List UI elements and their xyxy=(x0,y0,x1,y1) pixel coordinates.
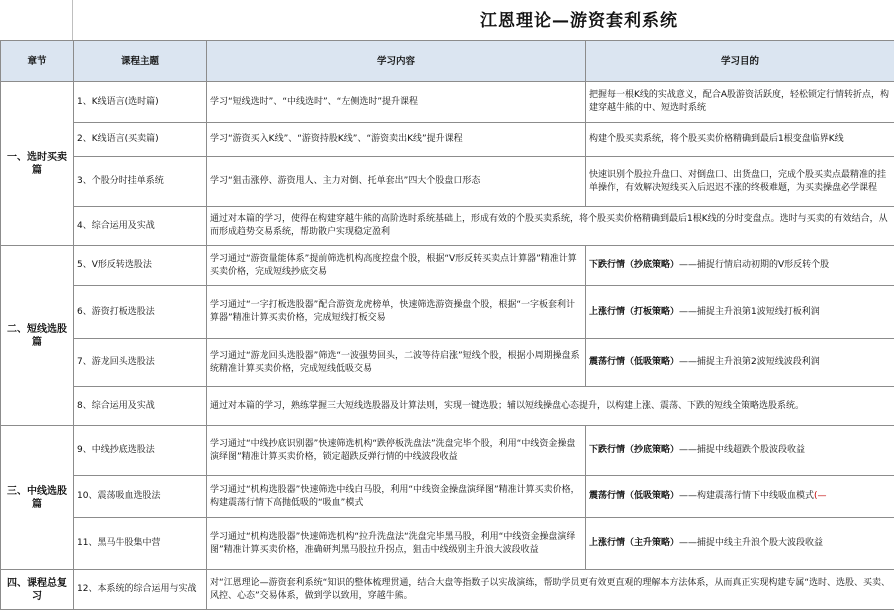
title-left-cell xyxy=(0,0,73,40)
chapter-cell: 三、中线选股篇 xyxy=(1,426,74,570)
goal-cell: 把握每一根K线的实战意义，配合A股游资活跃度，轻松锁定行情转折点，构建穿越牛熊的中、短选时系统 xyxy=(586,82,894,123)
table-row xyxy=(1,286,894,339)
header-chapter: 章节 xyxy=(1,41,74,82)
topic-cell: 8、综合运用及实战 xyxy=(74,387,207,426)
header-content: 学习内容 xyxy=(207,41,586,82)
topic-cell: 10、震荡吸血选股法 xyxy=(74,476,207,518)
goal-strategy: 上涨行情（主升策略） xyxy=(589,538,680,548)
goal-text: ——捕捉中线主升浪个股大波段收益 xyxy=(679,538,824,548)
header-row xyxy=(1,41,894,82)
topic-cell: 9、中线抄底选股法 xyxy=(74,426,207,476)
content-cell: 学习通过“游龙回头选股器”筛选“一波强势回头，二波等待启涨”短线个股，根据小周期操盘系统精准计算买卖价格，完成短线低吸交易 xyxy=(207,339,586,387)
goal-text: ——捕捉主升浪第2波短线波段利润 xyxy=(679,357,820,367)
topic-cell: 1、K线语言(选时篇) xyxy=(74,82,207,123)
goal-strategy: 上涨行情（打板策略） xyxy=(589,306,680,317)
goal-cell: 构建个股买卖系统，将个股买卖价格精确到最后1根变盘临界K线 xyxy=(586,123,894,157)
chapter-cell: 四、课程总复习 xyxy=(1,570,74,610)
table-row xyxy=(1,476,894,518)
goal-strategy: 下跌行情（抄底策略） xyxy=(589,445,680,455)
summary-cell: 通过对本篇的学习，使得在构建穿越牛熊的高阶选时系统基础上，形成有效的个股买卖系统，将个股买卖价格精确到最后1根K线的分时变盘点。选时与买卖的有效结合，从而形成趋势交易系统，帮助散户实现稳定盈利 xyxy=(207,207,894,246)
goal-cell xyxy=(586,339,894,387)
table-row xyxy=(1,123,894,157)
topic-cell: 6、游资打板选股法 xyxy=(74,286,207,339)
header-goal: 学习目的 xyxy=(586,41,894,82)
table-row xyxy=(1,246,894,286)
course-table xyxy=(0,40,894,610)
chapter-cell: 一、选时买卖篇 xyxy=(1,82,74,246)
topic-cell: 3、个股分时挂单系统 xyxy=(74,157,207,207)
table-row xyxy=(1,518,894,570)
summary-cell: 对“江恩理论—游资套利系统“知识的整体梳理贯通，结合大盘等指数子以实战演练，帮助学员更有效更直观的理解本方法体系，从而真正实现构建专属“选时、选股、买卖、风控、心态”交易体系，做到学以致用，穿越牛熊。 xyxy=(207,570,894,610)
topic-cell: 12、本系统的综合运用与实战 xyxy=(74,570,207,610)
topic-cell: 7、游龙回头选股法 xyxy=(74,339,207,387)
topic-cell: 5、V形反转选股法 xyxy=(74,246,207,286)
goal-text: ——捕捉中线超跌个股波段收益 xyxy=(679,445,806,455)
goal-text: ——构建震荡行情下中线吸血模式 xyxy=(679,491,815,501)
content-cell: 学习“狙击涨停、游资甩人、主力对倒、托单套出”四大个股盘口形态 xyxy=(207,157,586,207)
goal-cell: 快速识别个股拉升盘口、对倒盘口、出货盘口，完成个股买卖点最精准的挂单操作，有效解决短线买入后迟迟不涨的终极难题，为买卖操盘必学课程 xyxy=(586,157,894,207)
table-row xyxy=(1,387,894,426)
content-cell: 学习通过“中线抄底识别器”快速筛选机构“跌停板洗盘法”洗盘完毕个股，利用“中线资金操盘演绎图”精准计算买卖价格，锁定超跌反弹行情的中线波段收益 xyxy=(207,426,586,476)
content-cell: 学习“短线选时”、“中线选时”、“左侧选时”提升课程 xyxy=(207,82,586,123)
goal-text: ——捕捉主升浪第1波短线打板利润 xyxy=(679,306,820,317)
goal-cell xyxy=(586,476,894,518)
content-cell: 学习通过“一字打板选股器”配合游资龙虎榜单，快速筛选游资操盘个股，根据“一字板套利计算器”精准计算买卖价格，完成短线打板交易 xyxy=(207,286,586,339)
topic-cell: 4、综合运用及实战 xyxy=(74,207,207,246)
goal-text: ——捕捉行情启动初期的V形反转个股 xyxy=(679,260,830,270)
title-row xyxy=(0,0,894,40)
table-row xyxy=(1,207,894,246)
goal-cell xyxy=(586,518,894,570)
goal-cell xyxy=(586,286,894,339)
goal-strategy: 震荡行情（低吸策略） xyxy=(589,357,680,367)
topic-cell: 11、黑马牛股集中营 xyxy=(74,518,207,570)
table-row xyxy=(1,339,894,387)
header-topic: 课程主题 xyxy=(74,41,207,82)
content-cell: 学习通过“机构选股器”快速筛选机构“拉升洗盘法“洗盘完毕黑马股，利用“中线资金操盘演绎图”精准计算买卖价格，准确研判黑马股拉升拐点，狙击中线级别主升浪大波段收益 xyxy=(207,518,586,570)
content-cell: 学习“游资买入K线”、“游资持股K线”、“游资卖出K线”提升课程 xyxy=(207,123,586,157)
goal-mark: (— xyxy=(814,491,827,501)
goal-strategy: 震荡行情（低吸策略） xyxy=(589,491,680,501)
goal-strategy: 下跌行情（抄底策略） xyxy=(589,260,680,270)
table-row xyxy=(1,570,894,610)
table-row xyxy=(1,82,894,123)
topic-cell: 2、K线语言(买卖篇) xyxy=(74,123,207,157)
table-row xyxy=(1,426,894,476)
content-cell: 学习通过“游资量能体系”提前筛选机构高度控盘个股，根据“V形反转买卖点计算器”精准计算买卖价格，完成短线抄底交易 xyxy=(207,246,586,286)
summary-cell: 通过对本篇的学习，熟练掌握三大短线选股器及计算法则，实现一键选股；辅以短线操盘心态提升，以构建上涨、震荡、下跌的短线全策略选股系统。 xyxy=(207,387,894,426)
table-row xyxy=(1,157,894,207)
goal-cell xyxy=(586,426,894,476)
goal-cell xyxy=(586,246,894,286)
page-title: 江恩理论—游资套利系统 xyxy=(480,11,678,31)
chapter-cell: 二、短线选股篇 xyxy=(1,246,74,426)
content-cell: 学习通过“机构选股器”快速筛选中线白马股，利用“中线资金操盘演绎图”精准计算买卖价格，构建震荡行情下高抛低吸的“吸血”模式 xyxy=(207,476,586,518)
